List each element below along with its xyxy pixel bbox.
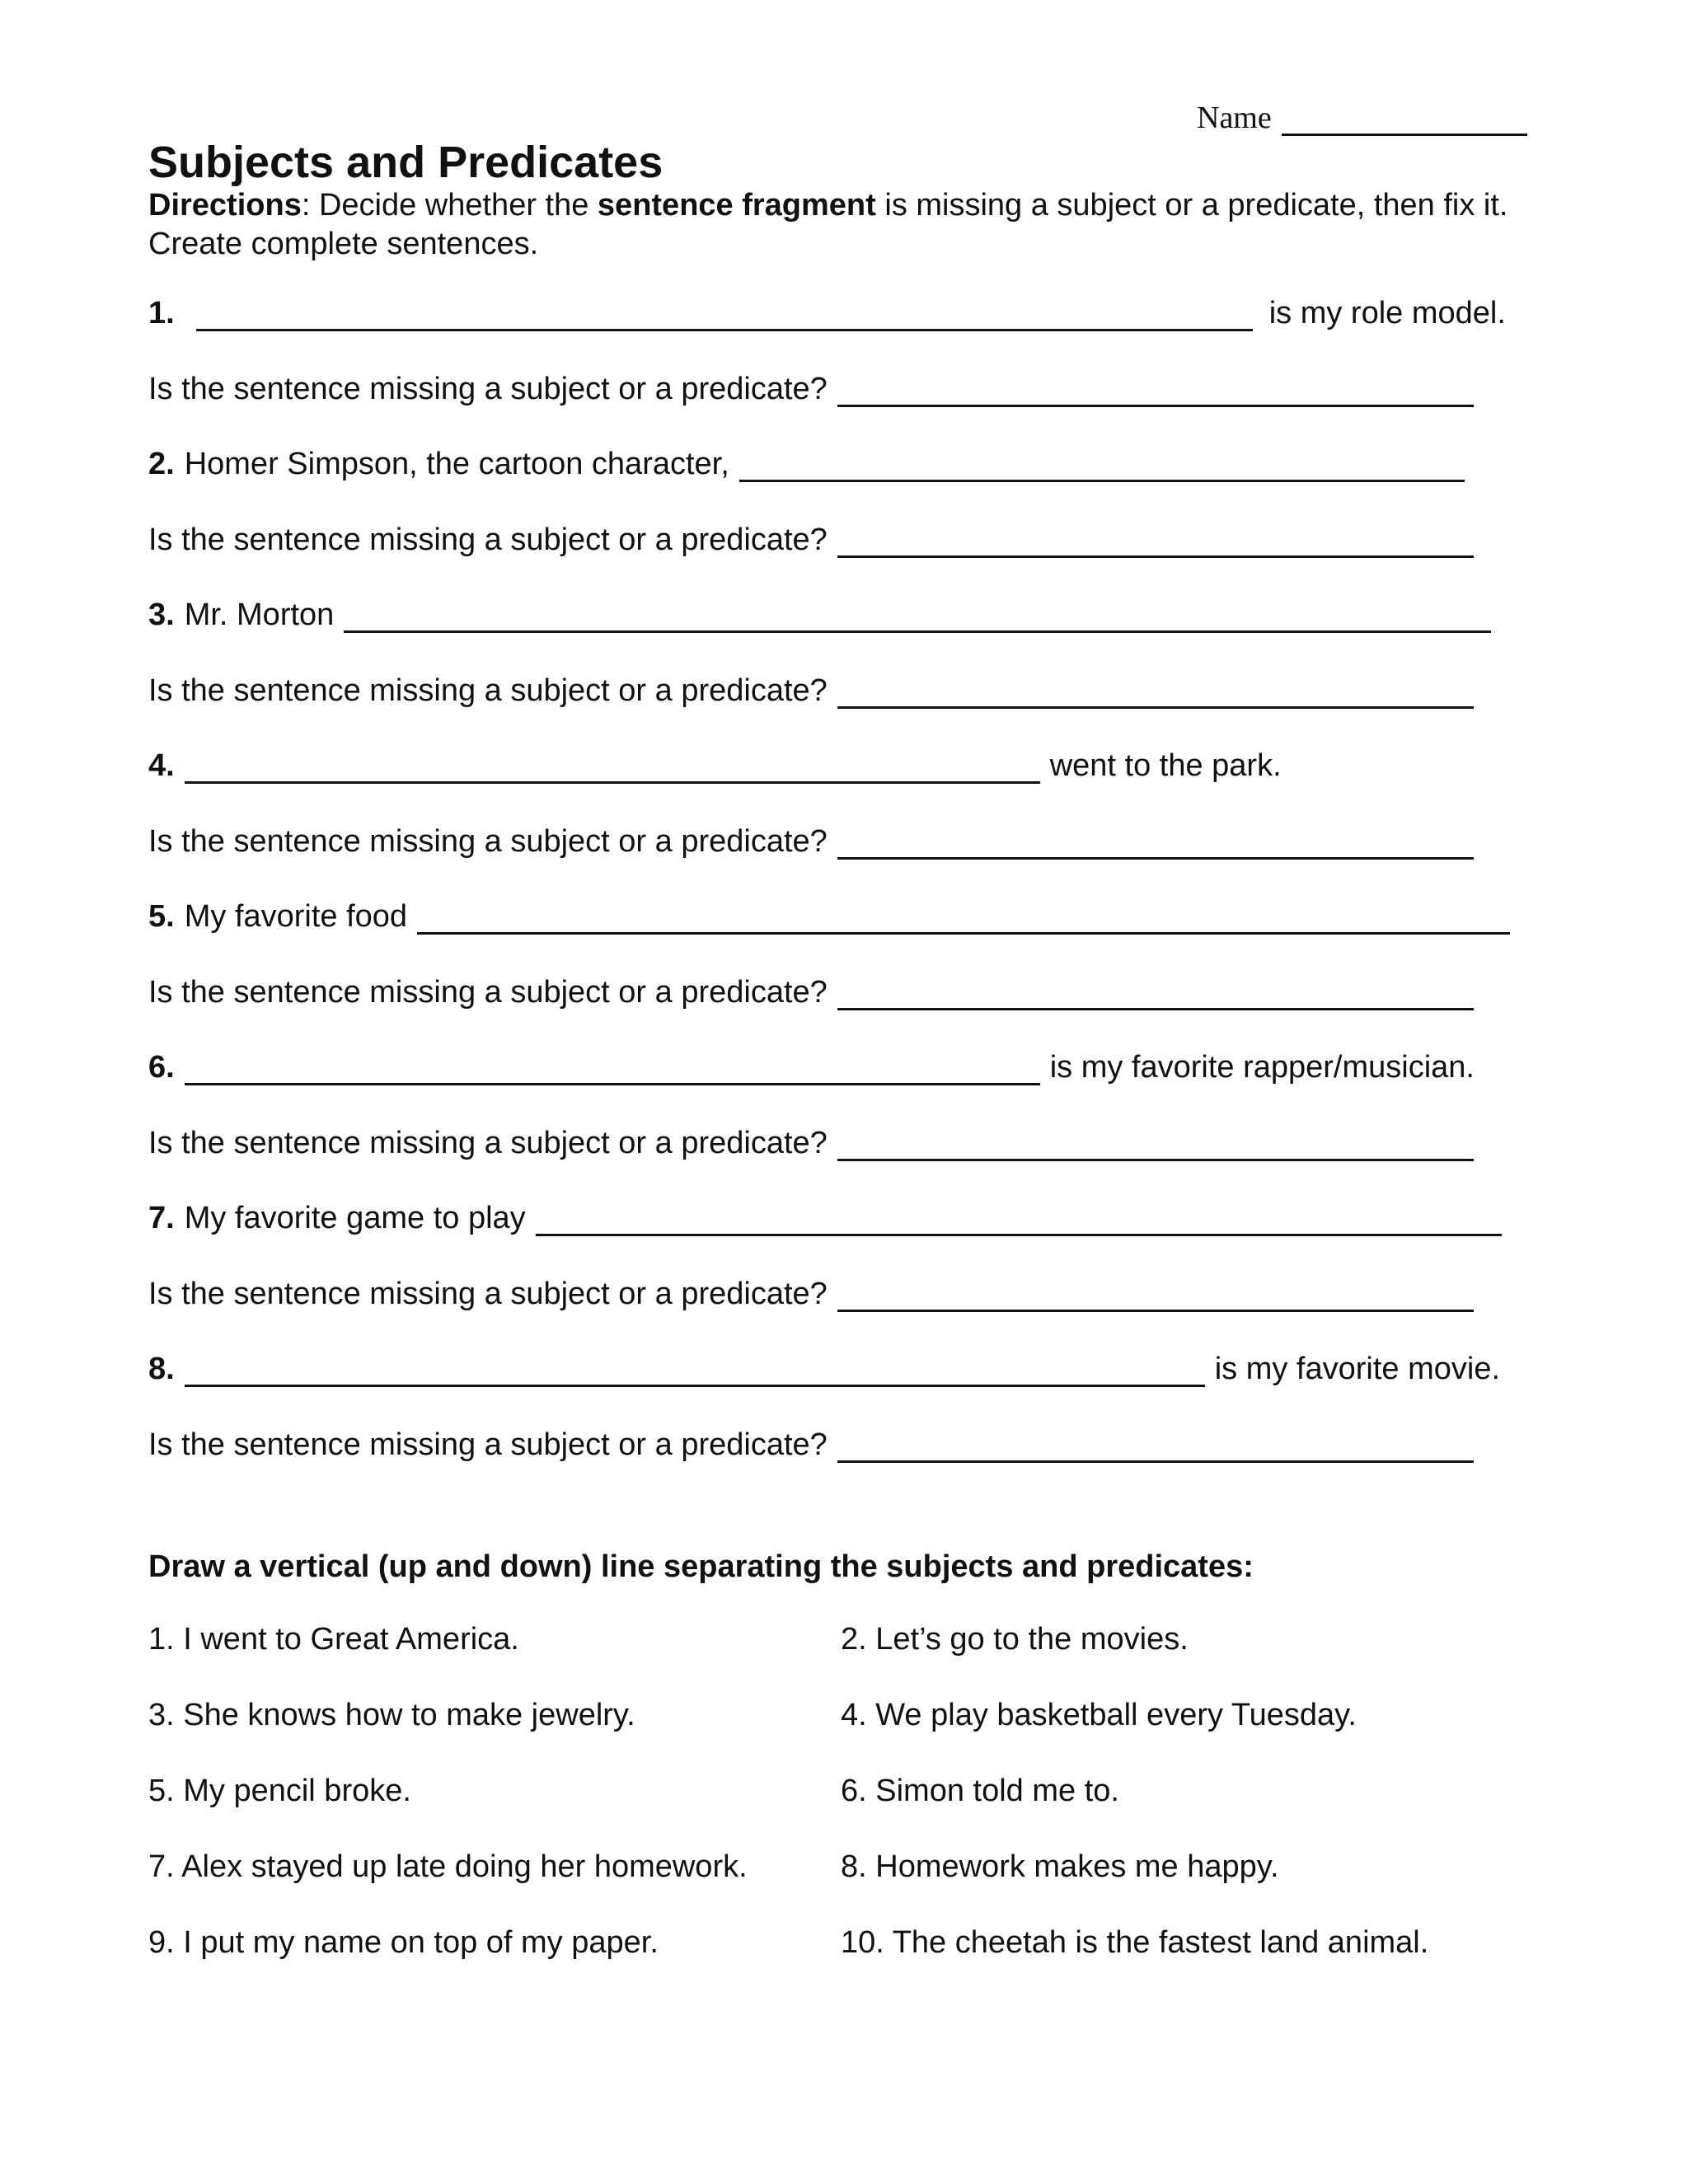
fragment-number: 1. bbox=[148, 296, 175, 330]
question-prompt: Is the sentence missing a subject or a predicate? bbox=[148, 1277, 828, 1311]
question-3 bbox=[148, 659, 1474, 709]
fragment-number: 2. bbox=[148, 447, 175, 481]
fragment-text: Mr. Morton bbox=[184, 598, 335, 632]
question-prompt: Is the sentence missing a subject or a predicate? bbox=[148, 673, 828, 708]
fragment-text: went to the park. bbox=[1049, 748, 1282, 783]
answer-blank bbox=[185, 745, 1040, 784]
fragment-text: is my favorite rapper/musician. bbox=[1049, 1050, 1475, 1085]
name-blank bbox=[1282, 97, 1527, 136]
answer-blank bbox=[417, 896, 1510, 935]
answer-blank bbox=[185, 1348, 1205, 1387]
question-1 bbox=[148, 358, 1474, 407]
fragment-text: My favorite game to play bbox=[184, 1201, 526, 1235]
fragment-text: Homer Simpson, the cartoon character, bbox=[184, 447, 729, 481]
name-label: Name bbox=[1197, 101, 1272, 135]
sentence-5: 5. My pencil broke. bbox=[148, 1774, 411, 1808]
question-8 bbox=[148, 1413, 1474, 1463]
directions-bold-term: sentence fragment bbox=[597, 188, 876, 223]
answer-blank bbox=[837, 821, 1474, 860]
fragment-number: 5. bbox=[148, 899, 175, 934]
answer-blank bbox=[196, 293, 1253, 331]
answer-blank bbox=[739, 443, 1465, 482]
sentence-3: 3. She knows how to make jewelry. bbox=[148, 1698, 635, 1732]
fragment-number: 8. bbox=[148, 1352, 175, 1386]
fragment-1 bbox=[148, 282, 1506, 331]
sentence-4: 4. We play basketball every Tuesday. bbox=[841, 1698, 1357, 1732]
fragment-2 bbox=[148, 433, 1465, 482]
fragment-8 bbox=[148, 1338, 1500, 1387]
answer-blank bbox=[344, 594, 1491, 633]
directions-text-2: is missing a subject or a predicate, then fix it. Create complete sentences. bbox=[148, 188, 1508, 261]
answer-blank bbox=[837, 368, 1474, 407]
answer-blank bbox=[837, 670, 1474, 709]
question-prompt: Is the sentence missing a subject or a predicate? bbox=[148, 523, 828, 557]
fragment-text: is my role model. bbox=[1268, 296, 1506, 330]
name-field bbox=[1197, 97, 1527, 136]
fragment-text: is my favorite movie. bbox=[1214, 1352, 1501, 1386]
fragment-5 bbox=[148, 885, 1510, 935]
section-2-title: Draw a vertical (up and down) line separating the subjects and predicates: bbox=[148, 1549, 1254, 1584]
answer-blank bbox=[837, 972, 1474, 1010]
question-prompt: Is the sentence missing a subject or a predicate? bbox=[148, 824, 828, 859]
fragment-number: 7. bbox=[148, 1201, 175, 1235]
sentence-10: 10. The cheetah is the fastest land animal. bbox=[841, 1925, 1429, 1960]
sentence-6: 6. Simon told me to. bbox=[841, 1774, 1119, 1808]
fragment-7 bbox=[148, 1187, 1502, 1236]
question-2 bbox=[148, 509, 1474, 558]
question-7 bbox=[148, 1263, 1474, 1312]
sentence-8: 8. Homework makes me happy. bbox=[841, 1849, 1279, 1884]
fragment-4 bbox=[148, 734, 1282, 784]
question-prompt: Is the sentence missing a subject or a predicate? bbox=[148, 1126, 828, 1160]
fragment-3 bbox=[148, 583, 1491, 633]
answer-blank bbox=[837, 1424, 1474, 1463]
sentence-9: 9. I put my name on top of my paper. bbox=[148, 1925, 659, 1960]
fragment-number: 4. bbox=[148, 748, 175, 783]
answer-blank bbox=[837, 1273, 1474, 1312]
sentence-2: 2. Let’s go to the movies. bbox=[841, 1622, 1189, 1657]
question-4 bbox=[148, 810, 1474, 860]
answer-blank bbox=[185, 1047, 1040, 1085]
question-prompt: Is the sentence missing a subject or a predicate? bbox=[148, 975, 828, 1010]
question-prompt: Is the sentence missing a subject or a predicate? bbox=[148, 1427, 828, 1462]
sentence-1: 1. I went to Great America. bbox=[148, 1622, 519, 1657]
directions-text-1: : Decide whether the bbox=[301, 188, 598, 223]
fragment-number: 3. bbox=[148, 598, 175, 632]
answer-blank bbox=[837, 519, 1474, 558]
question-5 bbox=[148, 961, 1474, 1010]
fragment-text: My favorite food bbox=[184, 899, 408, 934]
answer-blank bbox=[837, 1122, 1474, 1161]
question-prompt: Is the sentence missing a subject or a predicate? bbox=[148, 372, 828, 406]
page-title: Subjects and Predicates bbox=[148, 138, 663, 187]
fragment-number: 6. bbox=[148, 1050, 175, 1085]
fragment-6 bbox=[148, 1036, 1475, 1085]
answer-blank bbox=[536, 1197, 1502, 1236]
directions bbox=[148, 186, 1533, 264]
sentence-7: 7. Alex stayed up late doing her homework. bbox=[148, 1849, 748, 1884]
directions-label: Directions bbox=[148, 188, 302, 223]
question-6 bbox=[148, 1112, 1474, 1161]
